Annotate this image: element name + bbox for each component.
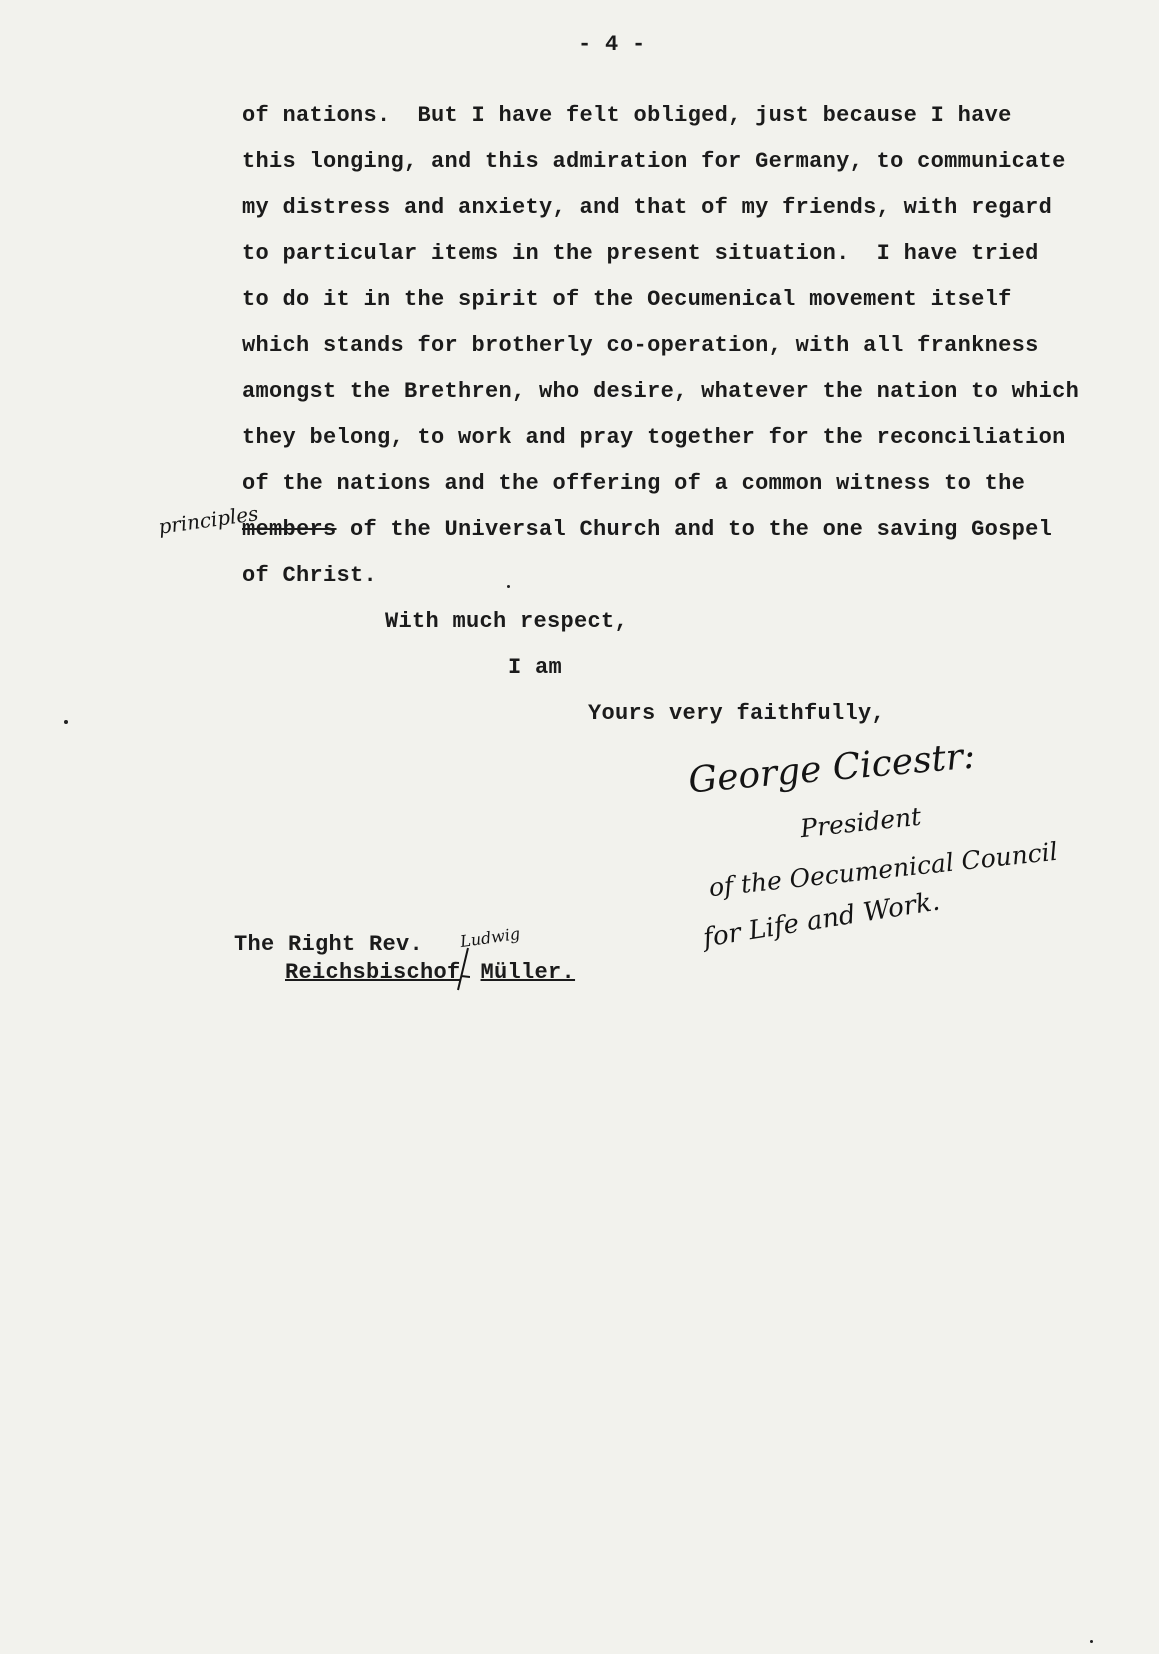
signature-title-line-2: of the Oecumenical Council xyxy=(707,836,1059,903)
body-line-4: to particular items in the present situation. I have tried xyxy=(242,241,1039,266)
body-line-10 xyxy=(242,517,1052,542)
addressee-line-2 xyxy=(285,960,575,985)
addressee-line-1: The Right Rev. xyxy=(234,932,424,957)
body-line-10-text: of the Universal Church and to the one saving Gospel xyxy=(336,517,1053,542)
body-line-6: which stands for brotherly co-operation, with all frankness xyxy=(242,333,1039,358)
body-line-2: this longing, and this admiration for Germany, to communicate xyxy=(242,149,1066,174)
paper-speck xyxy=(1090,1640,1093,1643)
addressee-title: Reichsbischof xyxy=(285,960,461,985)
handwritten-insert-ludwig: Ludwig xyxy=(458,923,522,952)
insertion-caret-mark xyxy=(456,946,470,992)
body-line-5: to do it in the spirit of the Oecumenical movement itself xyxy=(242,287,1012,312)
closing-i-am: I am xyxy=(508,655,563,680)
body-line-7: amongst the Brethren, who desire, whatever the nation to which xyxy=(242,379,1080,404)
page-number: - 4 - xyxy=(578,32,646,57)
addressee-name: Müller. xyxy=(480,960,576,985)
body-line-1: of nations. But I have felt obliged, just because I have xyxy=(242,103,1012,128)
closing-yours: Yours very faithfully, xyxy=(588,701,886,726)
body-line-9: of the nations and the offering of a common witness to the xyxy=(242,471,1026,496)
paper-speck xyxy=(64,720,68,724)
handwritten-insert-principles: principles xyxy=(156,501,260,539)
signature-name: George Cicestr: xyxy=(686,735,977,802)
struck-word-members: members xyxy=(242,517,337,542)
body-line-3: my distress and anxiety, and that of my friends, with regard xyxy=(242,195,1053,220)
signature-title-line-3: for Life and Work. xyxy=(701,886,942,954)
body-line-8: they belong, to work and pray together for the reconciliation xyxy=(242,425,1066,450)
paper-speck xyxy=(507,585,510,588)
body-line-11: of Christ. xyxy=(242,563,378,588)
closing-respect: With much respect, xyxy=(385,609,629,634)
signature-title-line-1: President xyxy=(798,801,923,844)
